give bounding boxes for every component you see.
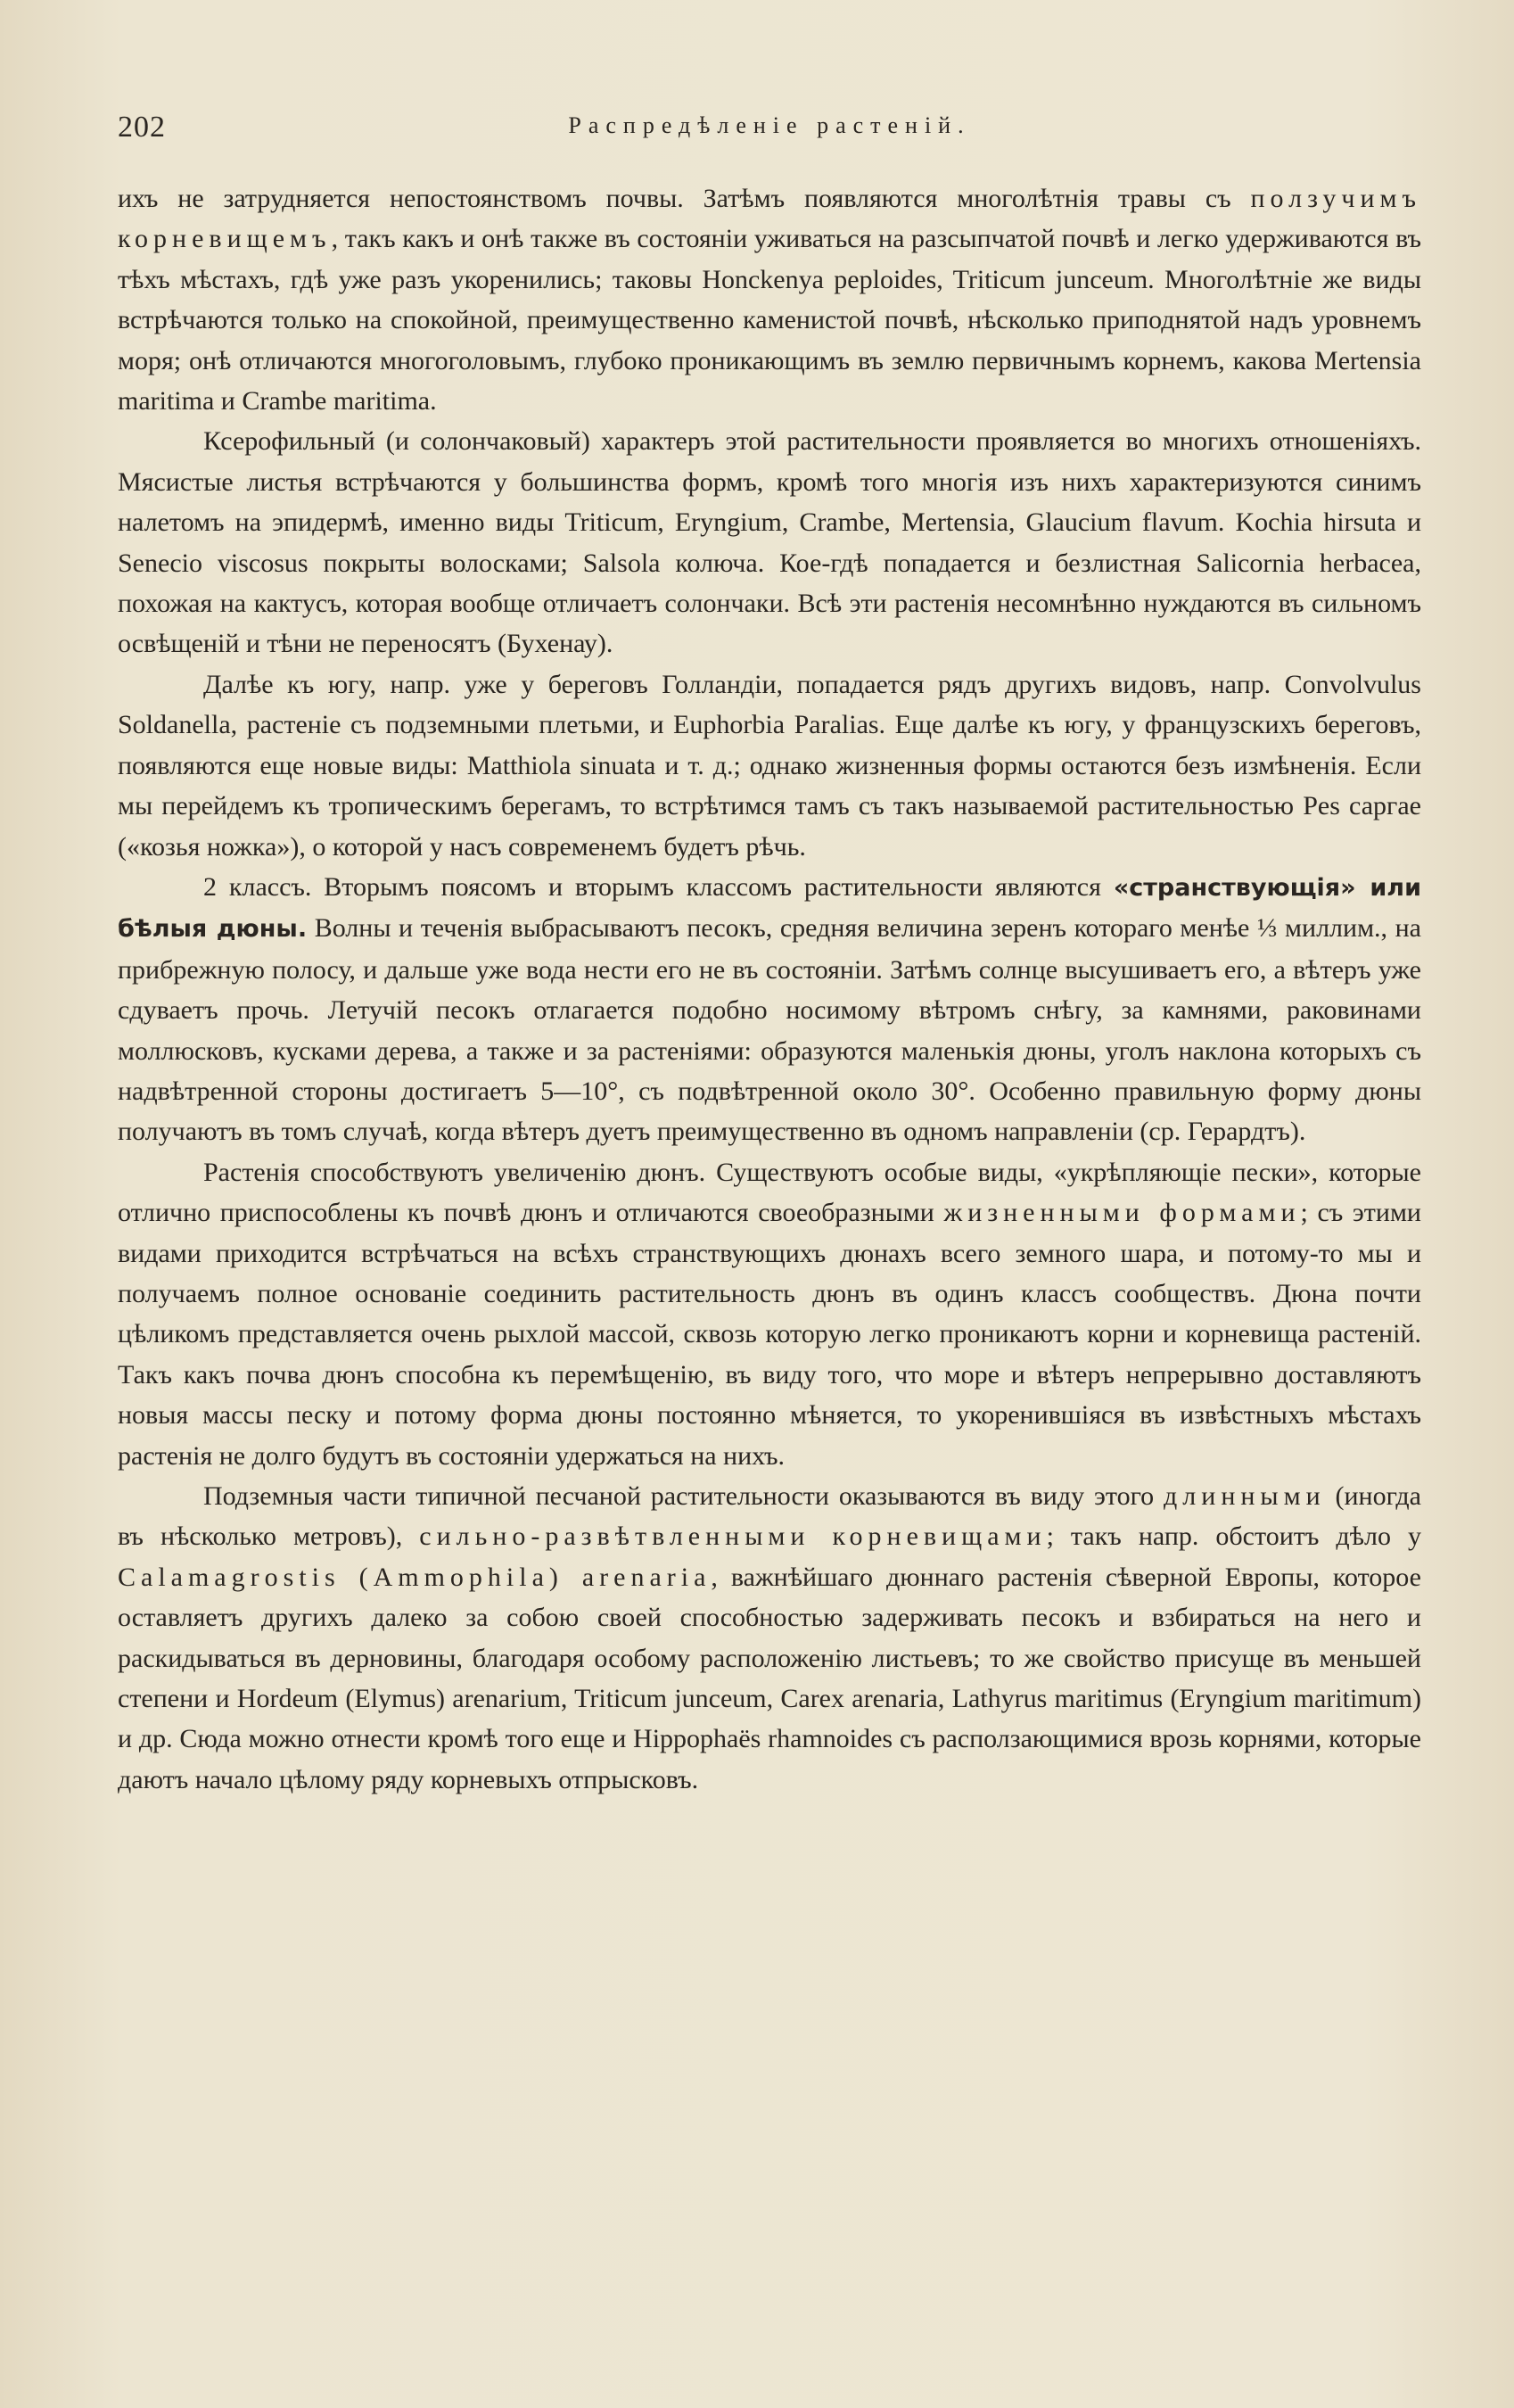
text-run: Волны и теченія выбрасываютъ песокъ, средняя величина зеренъ котораго менѣе ⅓ миллим., на прибрежную полосу, и дальше уже вода нести его не въ состояніи. Затѣмъ солнце высушиваетъ его, а вѣтеръ уже сдуваетъ прочь. Летучій песокъ отлагается подобно носимому вѣтромъ снѣгу, за камнями, раковинами моллюсковъ, кусками дерева, а также и за растеніями: образуются маленькія дюны, уголъ наклона которыхъ съ надвѣтренной стороны достигаетъ 5—10°, съ подвѣтренной около 30°. Особенно правильную форму дюны получаютъ въ томъ случаѣ, когда вѣтеръ дуетъ преимущественно въ одномъ направленіи (ср. Герардтъ). (118, 913, 1421, 1147)
paragraph (118, 664, 1421, 867)
paragraph (118, 178, 1421, 421)
text-run: , важнѣйшаго дюннаго растенія сѣверной Европы, которое оставляетъ другихъ далеко за собою своей способностью задерживать песокъ и взбираться на него и раскидываться въ дерновины, благодаря особому расположенію листьевъ; то же свойство присуще въ меньшей степени и Hordeum (Elymus) arenarium, Triticum junceum, Carex arenaria, Lathyrus maritimus (Eryngium maritimum) и др. Сюда можно отнести кромѣ того еще и Hippophaës rhamnoides съ расползающимися врозь корнями, которые даютъ начало цѣлому ряду корневыхъ отпрысковъ. (118, 1562, 1421, 1794)
text-run: ; такъ напр. обстоитъ дѣло у (1046, 1521, 1421, 1552)
paragraph (118, 421, 1421, 664)
text-run: (иногда въ нѣсколько метровъ), (118, 1481, 1421, 1552)
text-run: Далѣе къ югу, напр. уже у береговъ Голландіи, попадается рядъ другихъ видовъ, напр. Convolvulus Soldanella, растеніе съ подземными плетьми, и Euphorbia Paralias. Еще далѣе къ югу, у французскихъ береговъ, появляются еще новые виды: Matthiola sinuata и т. д.; однако жизненныя формы остаются безъ измѣненія. Если мы перейдемъ къ тропическимъ берегамъ, то встрѣтимся тамъ съ такъ называемой растительностью Pes саргае («козья ножка»), о которой у насъ современемъ будетъ рѣчь. (118, 669, 1421, 862)
paragraph (118, 867, 1421, 1152)
running-title: Распредѣленіе растеній. (568, 112, 971, 138)
paragraph (118, 1152, 1421, 1476)
spaced-emphasis: ползучимъ корневищемъ (118, 184, 1421, 254)
spaced-emphasis: длинными (1164, 1481, 1326, 1511)
bold-emphasis: «странствующія» или бѣлыя дюны. (118, 873, 1421, 944)
text-run: Растенія способствуютъ увеличенію дюнъ. Существуютъ особые виды, «укрѣпляющіе пески», которые отлично приспособлены къ почвѣ дюнъ и отличаются своеобразными (118, 1157, 1421, 1228)
page-number: 202 (118, 111, 166, 144)
spaced-emphasis: сильно-развѣтвленными корневищами (419, 1521, 1047, 1552)
spaced-emphasis: жизненными формами (943, 1198, 1301, 1228)
spaced-emphasis: Calamagrostis (Ammophila) arenaria (118, 1562, 712, 1592)
text-run: Подземныя части типичной песчаной растительности оказываются въ виду этого (203, 1481, 1164, 1511)
page-header (118, 107, 1421, 161)
body-text (118, 178, 1421, 1800)
text-run: 2 классъ. Вторымъ поясомъ и вторымъ классомъ растительности являются (203, 871, 1114, 902)
text-run: ихъ не затрудняется непостоянствомъ почвы. Затѣмъ появляются многолѣтнія травы съ (118, 184, 1251, 213)
text-run: Ксерофильный (и солончаковый) характеръ этой растительности проявляется во многихъ отношеніяхъ. Мясистые листья встрѣчаются у большинства формъ, кромѣ того многія изъ нихъ характеризуются синимъ налетомъ на эпидермѣ, именно виды Triticum, Eryngium, Crambe, Mertensia, Glaucium flavum. Kochia hirsuta и Senecio viscosus покрыты волосками; Salsola колюча. Кое-гдѣ попадается и безлистная Salicornia herbacea, похожая на кактусъ, которая вообще отличаетъ солончаки. Всѣ эти растенія несомнѣнно нуждаются въ сильномъ освѣщеній и тѣни не переносятъ (Бухенау). (118, 426, 1421, 659)
text-run: ; съ этими видами приходится встрѣчаться на всѣхъ странствующихъ дюнахъ всего земного шара, и потому-то мы и получаемъ полное основаніе соединить растительность дюнъ въ одинъ классъ сообществъ. Дюна почти цѣликомъ представляется очень рыхлой массой, сквозь которую легко проникаютъ корни и корневища растеній. Такъ какъ почва дюнъ способна къ перемѣщенію, въ виду того, что море и вѣтеръ непрерывно доставляютъ новыя массы песку и потому форма дюны постоянно мѣняется, то укоренившіяся въ извѣстныхъ мѣстахъ растенія не долго будутъ въ состояніи удержаться на нихъ. (118, 1198, 1421, 1471)
paragraph (118, 1476, 1421, 1800)
text-run: , такъ какъ и онѣ также въ состояніи уживаться на разсыпчатой почвѣ и легко удерживаются въ тѣхъ мѣстахъ, гдѣ уже разъ укоренились; таковы Honckenya peploides, Triticum junceum. Многолѣтніе же виды встрѣчаются только на спокойной, преимущественно каменистой почвѣ, нѣсколько приподнятой надъ уровнемъ моря; онѣ отличаются многоголовымъ, глубоко проникающимъ въ землю первичнымъ корнемъ, какова Mertensia maritima и Crambe maritima. (118, 224, 1421, 416)
